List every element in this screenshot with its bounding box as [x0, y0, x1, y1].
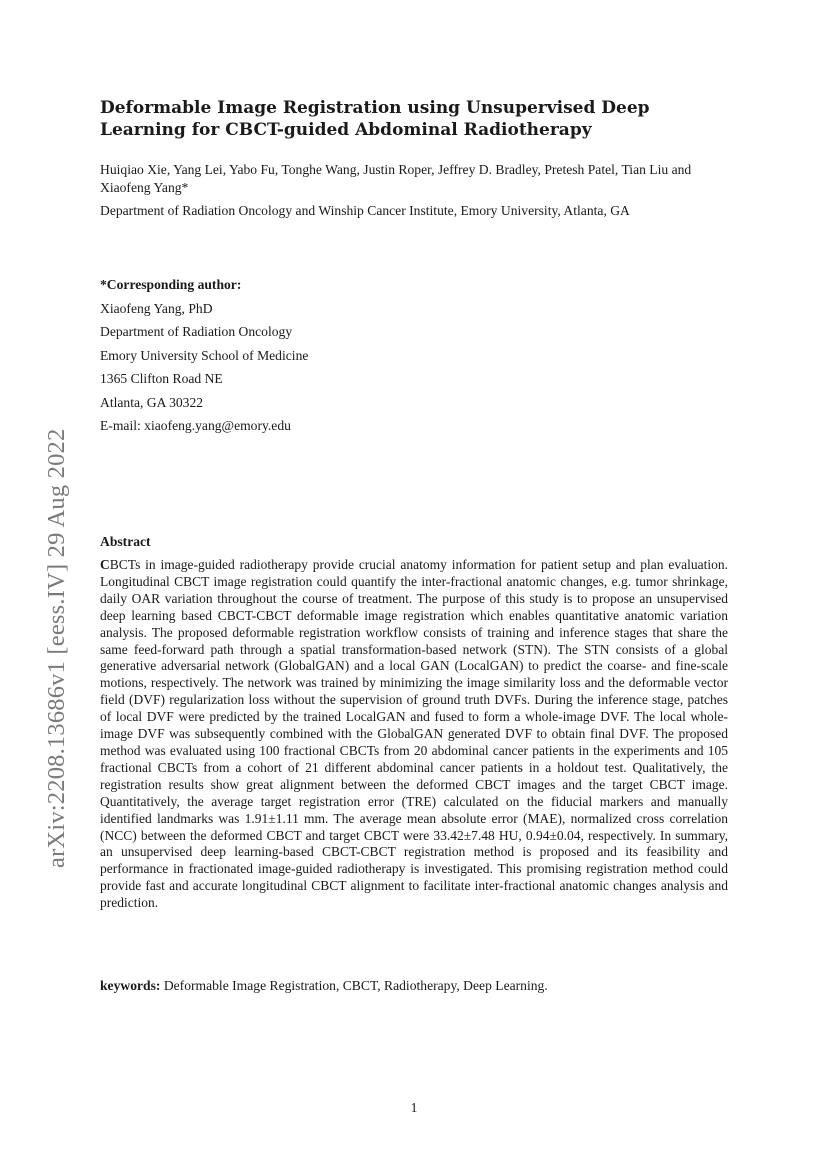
- keywords-line: [100, 977, 728, 995]
- arxiv-identifier: arXiv:2208.13686v1 [eess.IV] 29 Aug 2022: [43, 428, 70, 868]
- corresponding-author-email: E-mail: xiaofeng.yang@emory.edu: [100, 418, 291, 433]
- abstract-body: [100, 557, 728, 912]
- corresponding-author-block: [100, 273, 600, 438]
- keywords-text: Deformable Image Registration, CBCT, Radiotherapy, Deep Learning.: [160, 978, 548, 993]
- corresponding-author-name: Xiaofeng Yang, PhD: [100, 300, 213, 316]
- corresponding-author-street: 1365 Clifton Road NE: [100, 371, 223, 386]
- corresponding-author-heading: *Corresponding author:: [100, 277, 242, 292]
- corresponding-author-city: Atlanta, GA 30322: [100, 394, 204, 410]
- corresponding-author-institution: Emory University School of Medicine: [100, 347, 309, 363]
- affiliation: Department of Radiation Oncology and Winship Cancer Institute, Emory University, Atlanta, GA: [100, 203, 630, 218]
- keywords-label: keywords:: [100, 978, 161, 993]
- abstract-heading: Abstract: [100, 534, 151, 549]
- page-number: 1: [410, 1100, 418, 1115]
- author-list: Huiqiao Xie, Yang Lei, Yabo Fu, Tonghe Wang, Justin Roper, Jeffrey D. Bradley, Pretesh Patel, Tian Liu and Xiaofeng Yang*: [100, 162, 692, 195]
- abstract-initial-letter: C: [100, 557, 110, 572]
- abstract-text: BCTs in image-guided radiotherapy provide crucial anatomy information for patient setup and plan evaluation. Longitudinal CBCT image registration could quantify the inter-fractional anatomic changes, e.g. tumor shrinkage, daily OAR variation throughout the course of treatment. The purpose of this study is to propose an unsupervised deep learning based CBCT-CBCT deformable image registration which enables quantitative anatomic variation analysis. The proposed deformable registration workflow consists of training and inference stages that share the same feed-forward path through a spatial transformation-based network (STN). The STN consists of a global generative adversarial network (GlobalGAN) and a local GAN (LocalGAN) to predict the coarse- and fine-scale motions, respectively. The network was trained by minimizing the image similarity loss and the deformable vector field (DVF) regularization loss without the supervision of ground truth DVFs. During the inference stage, patches of local DVF were predicted by the trained LocalGAN and fused to form a whole-image DVF. The local whole-image DVF was subsequently combined with the GlobalGAN generated DVF to obtain final DVF. The proposed method was evaluated using 100 fractional CBCTs from 20 abdominal cancer patients in the experiments and 105 fractional CBCTs from a cohort of 21 different abdominal cancer patients in a holdout test. Qualitatively, the registration results show great alignment between the deformed CBCT images and the target CBCT image. Quantitatively, the average target registration error (TRE) calculated on the fiducial markers and manually identified landmarks was 1.91±1.11 mm. The average mean absolute error (MAE), normalized cross correlation (NCC) between the deformed CBCT and target CBCT were 33.42±7.48 HU, 0.94±0.04, respectively. In summary, an unsupervised deep learning-based CBCT-CBCT registration method is proposed and its feasibility and performance in fractionated image-guided radiotherapy is investigated. This promising registration method could provide fast and accurate longitudinal CBCT alignment to facilitate inter-fractional anatomic changes analysis and prediction.: [100, 557, 728, 911]
- paper-title: Deformable Image Registration using Unsupervised Deep Learning for CBCT-guided Abdominal Radiotherapy: [100, 98, 650, 140]
- corresponding-author-department: Department of Radiation Oncology: [100, 324, 293, 339]
